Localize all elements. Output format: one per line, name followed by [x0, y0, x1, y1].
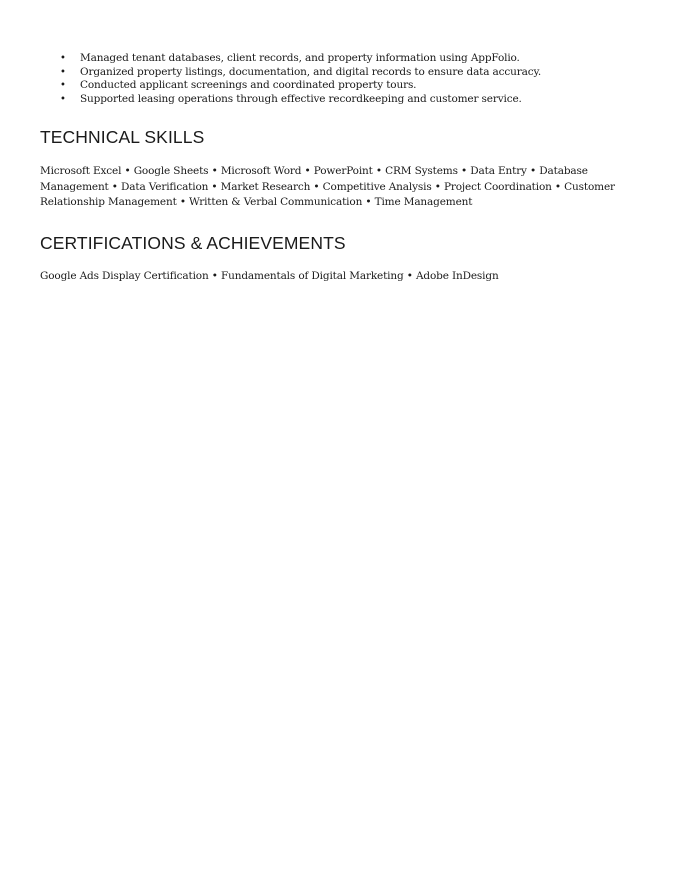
bullet-icon: •: [60, 93, 66, 105]
technical-skills-heading: TECHNICAL SKILLS: [40, 127, 205, 148]
resume-page: [40, 52, 640, 284]
experience-bullet-text: Organized property listings, documentation, and digital records to ensure data accuracy.: [80, 65, 542, 78]
experience-bullet: [40, 93, 640, 107]
technical-skills-text: Microsoft Excel • Google Sheets • Microsoft Word • PowerPoint • CRM Systems • Data Entry • Database Management • Data Verification • Market Research • Competitive Analysis • Project Coordination • Customer Relationship Management • Written & Verbal Communication • Time Management: [40, 165, 615, 209]
experience-bullet: [40, 79, 640, 93]
experience-bullet-text: Conducted applicant screenings and coordinated property tours.: [80, 79, 417, 92]
certifications-heading: CERTIFICATIONS & ACHIEVEMENTS: [40, 232, 346, 253]
experience-bullet-text: Managed tenant databases, client records, and property information using AppFolio.: [80, 52, 520, 64]
experience-bullet-list: [40, 52, 640, 106]
certifications-text: Google Ads Display Certification • Fundamentals of Digital Marketing • Adobe InDesign: [40, 269, 499, 282]
experience-bullet-text: Supported leasing operations through effective recordkeeping and customer service.: [80, 92, 522, 105]
bullet-icon: •: [60, 66, 66, 78]
bullet-icon: •: [60, 80, 66, 92]
experience-bullet: [40, 66, 640, 80]
bullet-icon: •: [60, 53, 66, 64]
experience-bullet: [40, 52, 640, 66]
